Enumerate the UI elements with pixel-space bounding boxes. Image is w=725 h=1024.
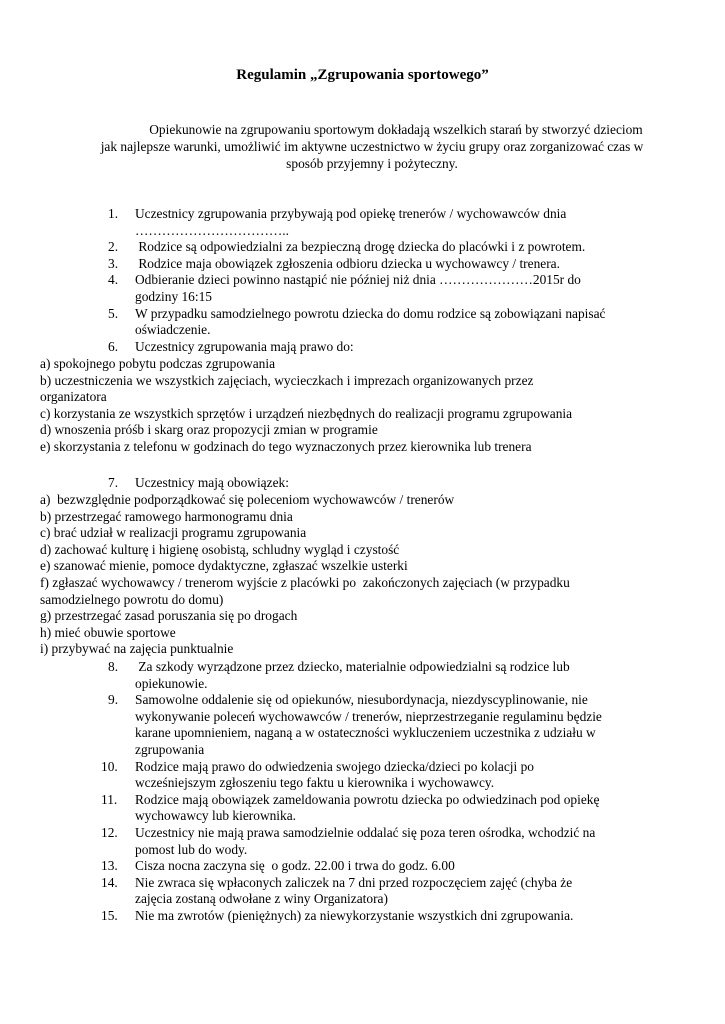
- rule-line: wcześniejszym zgłoszeniu tego faktu u kierownika i wychowawcy.: [135, 775, 495, 791]
- sub-item: f) zgłaszać wychowawcy / trenerom wyjście z placówki po zakończonych zajęciach (w przypadku: [40, 574, 570, 590]
- sub-item: b) uczestniczenia we wszystkich zajęciach, wycieczkach i imprezach organizowanych przez: [40, 372, 534, 388]
- sub-item: b) przestrzegać ramowego harmonogramu dnia: [40, 508, 293, 524]
- rule-item: [0, 692, 655, 758]
- rule-item: [0, 759, 655, 792]
- rule-item: [0, 239, 655, 256]
- rule-item: [0, 256, 655, 273]
- rule-number: 4.: [108, 272, 119, 288]
- rule-line: Rodzice maja obowiązek zgłoszenia odbioru dziecka u wychowawcy / trenera.: [135, 255, 560, 271]
- intro-text: Opiekunowie na zgrupowaniu sportowym dokładają wszelkich starań by stworzyć dzieciom jak najlepsze warunki, umożliwić im aktywne uczestnictwo w życiu grupy oraz zorganizować czas w sposób przyjemny i pożyteczny.: [100, 122, 644, 171]
- rule-item: [0, 475, 655, 492]
- rule-line: oświadczenie.: [135, 322, 211, 338]
- intro-paragraph: [92, 122, 652, 172]
- rule-line: W przypadku samodzielnego powrotu dziecka do domu rodzice są zobowiązani napisać: [135, 305, 606, 321]
- rule-line: Uczestnicy nie mają prawa samodzielnie oddalać się poza teren ośrodka, wchodzić na: [135, 824, 596, 840]
- sub-item: d) wnoszenia próśb i skarg oraz propozycji zmian w programie: [40, 422, 378, 438]
- rule-line: wychowawcy lub kierownika.: [135, 808, 297, 824]
- page-title: Regulamin „Zgrupowania sportowego”: [236, 67, 489, 83]
- sub-item: organizatora: [40, 389, 107, 405]
- rule-line: pomost lub do wody.: [135, 841, 248, 857]
- rule-line: karane upomnieniem, naganą a w ostateczności wykluczeniem uczestnika z udziału w: [135, 725, 596, 741]
- rule-number: 13.: [101, 858, 118, 874]
- sub-item: e) skorzystania z telefonu w godzinach do tego wyznaczonych przez kierownika lub trenera: [40, 438, 532, 454]
- rule-line: Uczestnicy zgrupowania mają prawo do:: [135, 338, 354, 354]
- sub-item: d) zachować kulturę i higienę osobistą, schludny wygląd i czystość: [40, 541, 400, 557]
- sub-item: a) spokojnego pobytu podczas zgrupowania: [40, 356, 276, 371]
- rights-list: [0, 356, 725, 456]
- rule-line: Rodzice mają obowiązek zameldowania powrotu dziecka po odwiedzinach pod opiekę: [135, 791, 600, 807]
- rule-line: godziny 16:15: [135, 288, 212, 304]
- sub-item: c) korzystania ze wszystkich sprzętów i urządzeń niezbędnych do realizacji programu zgrupowania: [40, 405, 573, 421]
- rule-line: Za szkody wyrządzone przez dziecko, materialnie odpowiedzialni są rodzice lub: [135, 659, 570, 674]
- rule-line: opiekunowie.: [135, 675, 208, 691]
- rule-line: Samowolne oddalenie się od opiekunów, niesubordynacja, niezdyscyplinowanie, nie: [135, 692, 588, 708]
- rule-number: 1.: [108, 206, 119, 221]
- rule-line: zajęcia zostaną odwołane z winy Organizatora): [135, 891, 388, 907]
- rules-list-a: [0, 206, 725, 355]
- rule-item: [0, 825, 655, 858]
- rule-number: 10.: [101, 758, 118, 774]
- rule-number: 6.: [108, 338, 119, 354]
- rule-number: 9.: [108, 692, 119, 708]
- rule-line: Nie ma zwrotów (pieniężnych) za niewykorzystanie wszystkich dni zgrupowania.: [135, 907, 574, 923]
- rule-line: Odbieranie dzieci powinno nastąpić nie później niż dnia …………………2015r do: [135, 272, 581, 288]
- sub-item: i) przybywać na zajęcia punktualnie: [40, 641, 234, 657]
- rule-number: 12.: [101, 824, 118, 840]
- rule-item: [0, 908, 655, 925]
- sub-item: g) przestrzegać zasad poruszania się po drogach: [40, 608, 298, 624]
- rule-number: 11.: [101, 791, 118, 807]
- rule-line: ……………………………..: [135, 222, 289, 238]
- duties-list: [0, 492, 725, 658]
- sub-item: samodzielnego powrotu do domu): [40, 591, 224, 607]
- rule-line: Uczestnicy mają obowiązek:: [135, 475, 289, 490]
- rule-item: [0, 659, 655, 692]
- sub-item: h) mieć obuwie sportowe: [40, 624, 176, 640]
- rule-number: 5.: [108, 305, 119, 321]
- rule-line: zgrupowania: [135, 741, 205, 757]
- rule-number: 15.: [101, 907, 118, 923]
- rule-line: wykonywanie poleceń wychowawców / trenerów, nieprzestrzeganie regulaminu będzie: [135, 708, 602, 724]
- rule-item: [0, 858, 655, 875]
- rule-line: Nie zwraca się wpłaconych zaliczek na 7 dni przed rozpoczęciem zajęć (chyba że: [135, 874, 573, 890]
- sub-item: e) szanować mienie, pomoce dydaktyczne, zgłaszać wszelkie usterki: [40, 558, 408, 574]
- rule-number: 14.: [101, 874, 118, 890]
- rules-list-b: [0, 659, 725, 925]
- rules-item-7: [0, 475, 725, 492]
- rule-item: [0, 306, 655, 339]
- rule-number: 3.: [108, 255, 119, 271]
- rule-line: Uczestnicy zgrupowania przybywają pod opiekę trenerów / wychowawców dnia: [135, 206, 567, 221]
- sub-item: c) brać udział w realizacji programu zgrupowania: [40, 525, 307, 541]
- rule-number: 7.: [108, 475, 119, 490]
- sub-item: a) bezwzględnie podporządkować się poleceniom wychowawców / trenerów: [40, 492, 455, 507]
- rule-number: 2.: [108, 239, 119, 255]
- rule-line: Rodzice mają prawo do odwiedzenia swojego dziecka/dzieci po kolacji po: [135, 758, 534, 774]
- rule-item: [0, 272, 655, 305]
- rule-item: [0, 206, 655, 239]
- rule-item: [0, 875, 655, 908]
- rule-item: [0, 339, 655, 356]
- rule-line: Cisza nocna zaczyna się o godz. 22.00 i trwa do godz. 6.00: [135, 858, 455, 874]
- rule-line: Rodzice są odpowiedzialni za bezpieczną drogę dziecka do placówki i z powrotem.: [135, 239, 586, 255]
- rule-number: 8.: [108, 659, 119, 674]
- rule-item: [0, 792, 655, 825]
